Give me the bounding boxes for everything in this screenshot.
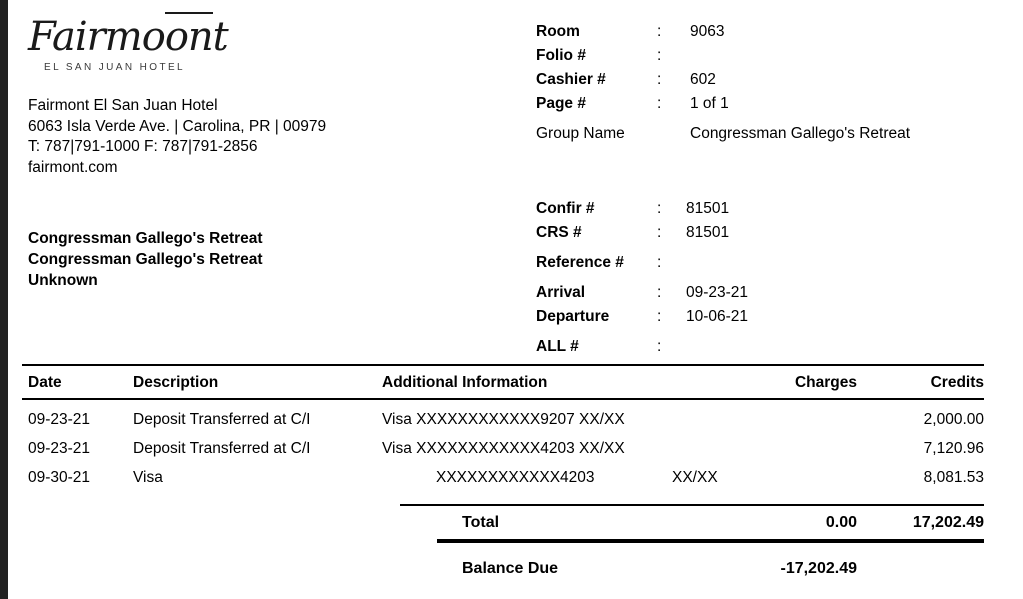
cell-additional-information: XXXXXXXXXXXX4203 (436, 469, 595, 486)
table-header-row (0, 374, 1023, 396)
field-crs-label: CRS # (536, 224, 582, 241)
total-credits: 17,202.49 (912, 514, 984, 531)
field-all-label: ALL # (536, 338, 579, 355)
field-cashier-colon: : (657, 71, 662, 88)
field-group-name-value: Congressman Gallego's Retreat (690, 125, 911, 142)
cell-date: 09-23-21 (28, 411, 91, 428)
logo-wordmark-tail: t (212, 14, 228, 60)
field-cashier-value: 602 (690, 71, 716, 88)
field-all-colon: : (657, 338, 662, 355)
table-row (0, 411, 1023, 433)
field-arrival-label: Arrival (536, 284, 586, 301)
field-page-label: Page # (536, 95, 586, 112)
field-page-colon: : (657, 95, 662, 112)
property-address-block (28, 96, 326, 178)
table-row (0, 469, 1023, 491)
property-phone: T: 787|791-1000 F: 787|791-2856 (28, 138, 258, 155)
cell-additional-information: Visa XXXXXXXXXXXX9207 XX/XX (382, 411, 625, 428)
property-name: Fairmont El San Juan Hotel (28, 97, 218, 114)
logo-wordmark-main: Fairmo (28, 14, 165, 60)
guest-line-1: Congressman Gallego's Retreat (28, 230, 263, 247)
field-confirmation-label: Confir # (536, 200, 595, 217)
property-street: 6063 Isla Verde Ave. | Carolina, PR | 00979 (28, 117, 327, 135)
field-arrival-value: 09-23-21 (686, 284, 749, 301)
cell-credits: 2,000.00 (923, 411, 984, 428)
field-departure-value: 10-06-21 (686, 308, 749, 325)
cell-card-expiry: XX/XX (672, 469, 718, 486)
field-reference-colon: : (657, 254, 662, 271)
column-header-date: Date (28, 374, 62, 391)
guest-line-3: Unknown (28, 272, 98, 289)
field-room-value: 9063 (690, 23, 725, 40)
property-website: fairmont.com (28, 158, 118, 176)
hotel-logo (28, 14, 248, 73)
column-header-charges: Charges (794, 374, 857, 391)
field-group-name-label: Group Name (536, 125, 625, 142)
field-folio-colon: : (657, 47, 662, 64)
cell-credits: 7,120.96 (923, 440, 984, 457)
cell-date: 09-23-21 (28, 440, 91, 457)
page-left-edge (0, 0, 8, 599)
field-reference-label: Reference # (536, 254, 624, 271)
cell-description: Deposit Transferred at C/I (133, 440, 311, 457)
field-crs-value: 81501 (686, 224, 730, 241)
cell-date: 09-30-21 (28, 469, 91, 486)
cell-additional-information: Visa XXXXXXXXXXXX4203 XX/XX (382, 440, 625, 457)
field-confirmation-value: 81501 (686, 200, 730, 217)
table-header-rule (22, 398, 984, 400)
field-room-colon: : (657, 23, 662, 40)
total-top-rule (400, 504, 984, 506)
cell-description: Visa (133, 469, 163, 486)
logo-wordmark (28, 14, 248, 60)
field-cashier-label: Cashier # (536, 71, 606, 88)
column-header-description: Description (133, 374, 219, 391)
guest-line-2: Congressman Gallego's Retreat (28, 251, 263, 268)
logo-subtitle: EL SAN JUAN HOTEL (44, 62, 186, 73)
total-bottom-rule (437, 539, 984, 543)
cell-description: Deposit Transferred at C/I (133, 411, 311, 428)
guest-name-block (28, 228, 263, 291)
field-departure-label: Departure (536, 308, 610, 325)
field-departure-colon: : (657, 308, 662, 325)
balance-due-row (0, 560, 1023, 584)
field-page-value: 1 of 1 (690, 95, 729, 112)
field-confirmation-colon: : (657, 200, 662, 217)
column-header-credits: Credits (930, 374, 984, 391)
cell-credits: 8,081.53 (923, 469, 984, 486)
field-arrival-colon: : (657, 284, 662, 301)
total-row (0, 514, 1023, 538)
balance-due-amount: -17,202.49 (780, 560, 857, 577)
field-folio-label: Folio # (536, 47, 586, 64)
total-label: Total (462, 514, 500, 531)
field-crs-colon: : (657, 224, 662, 241)
column-header-additional-information: Additional Information (382, 374, 548, 391)
table-row (0, 440, 1023, 462)
field-room-label: Room (536, 23, 580, 40)
balance-due-label: Balance Due (462, 560, 559, 577)
total-charges: 0.00 (825, 514, 857, 531)
table-top-rule (22, 364, 984, 366)
logo-wordmark-overline: on (164, 14, 213, 60)
